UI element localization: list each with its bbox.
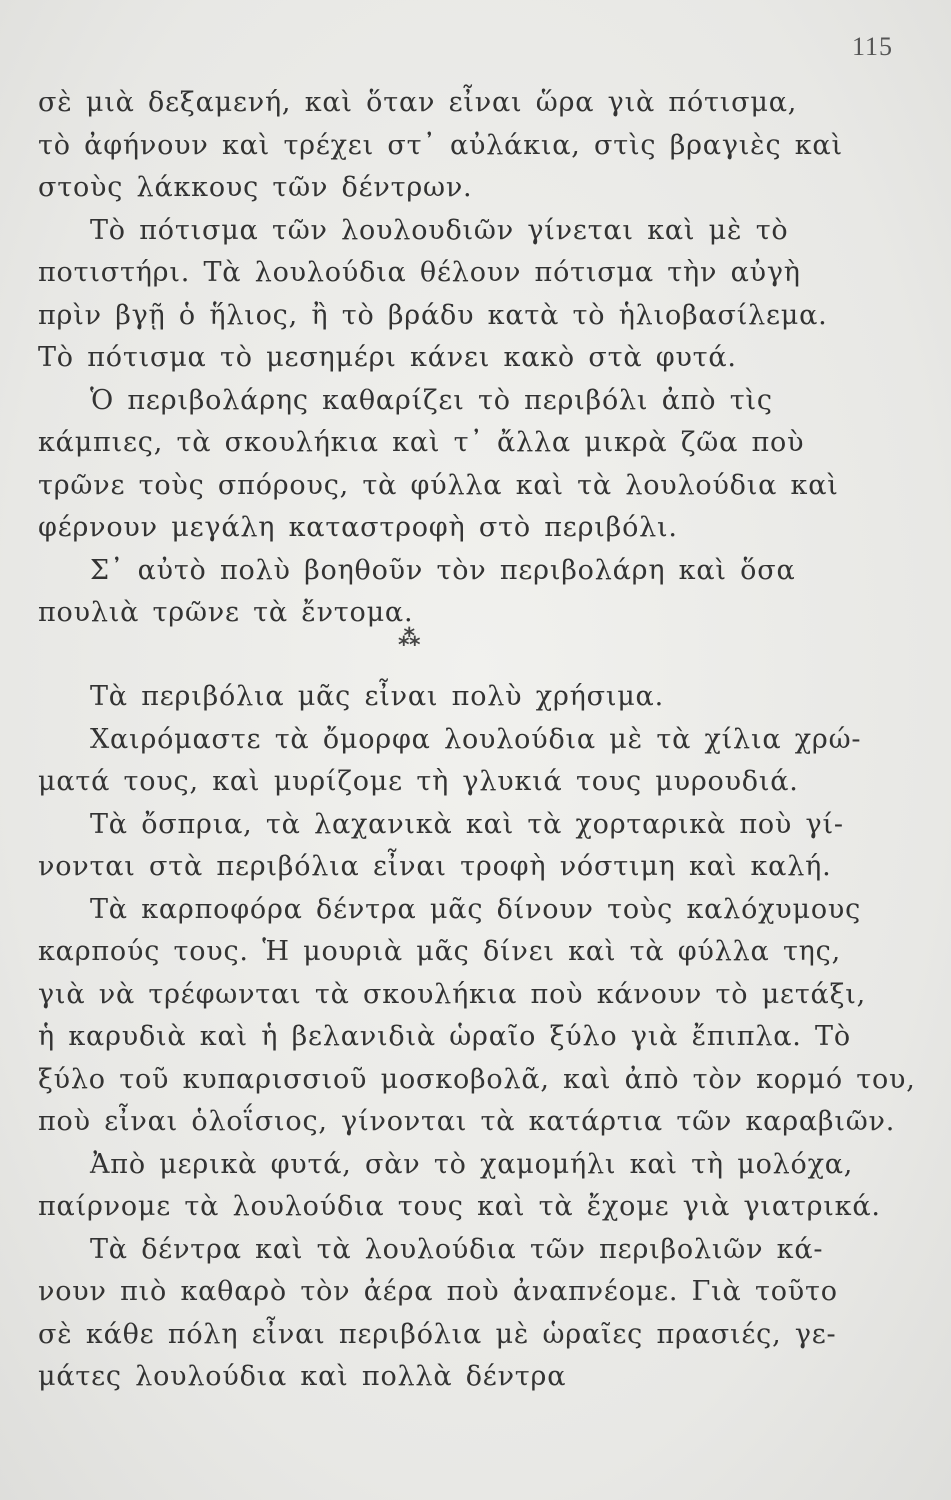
text-line: καρπούς τους. Ἡ μουριὰ μᾶς δίνει καὶ τὰ φύλλα της,	[38, 936, 841, 967]
text-line: τὸ ἀφήνουν καὶ τρέχει στ᾽ αὐλάκια, στὶς βραγιὲς καὶ	[38, 129, 843, 161]
text-line: ποὺ εἶναι ὁλοΐσιος, γίνονται τὰ κατάρτια τῶν καραβιῶν.	[38, 1106, 896, 1137]
text-line: Τὰ ὄσπρια, τὰ λαχανικὰ καὶ τὰ χορταρικὰ ποὺ γί-	[90, 808, 844, 840]
text-line: ἡ καρυδιὰ καὶ ἡ βελανιδιὰ ὡραῖο ξύλο γιὰ ἔπιπλα. Τὸ	[38, 1021, 851, 1052]
text-line: Τὸ πότισμα τὸ μεσημέρι κάνει κακὸ στὰ φυτά.	[38, 342, 737, 373]
text-line: ματά τους, καὶ μυρίζομε τὴ γλυκιά τους μυρουδιά.	[38, 766, 799, 797]
text-line: κάμπιες, τὰ σκουλήκια καὶ τ᾽ ἄλλα μικρὰ ζῶα ποὺ	[38, 427, 805, 458]
text-line: Τὰ περιβόλια μᾶς εἶναι πολὺ χρήσιμα.	[90, 681, 664, 712]
text-section-2	[38, 676, 916, 1399]
section-separator: ⁂	[398, 626, 421, 651]
text-line: νουν πιὸ καθαρὸ τὸν ἀέρα ποὺ ἀναπνέομε. Γιὰ τοῦτο	[38, 1276, 838, 1307]
text-line: Τὰ δέντρα καὶ τὰ λουλούδια τῶν περιβολιῶν κά-	[90, 1233, 824, 1265]
text-line: φέρνουν μεγάλη καταστροφὴ στὸ περιβόλι.	[38, 512, 678, 543]
text-section-1	[38, 82, 843, 635]
text-line: Τὰ καρποφόρα δέντρα μᾶς δίνουν τοὺς καλόχυμους	[90, 893, 862, 925]
text-line: Ἀπὸ μερικὰ φυτά, σὰν τὸ χαμομήλι καὶ τὴ μολόχα,	[90, 1148, 854, 1180]
text-line: ποτιστήρι. Τὰ λουλούδια θέλουν πότισμα τὴν αὐγὴ	[38, 257, 801, 288]
text-line: γιὰ νὰ τρέφωνται τὰ σκουλήκια ποὺ κάνουν τὸ μετάξι,	[38, 978, 867, 1010]
text-line: σὲ μιὰ δεξαμενή, καὶ ὅταν εἶναι ὥρα γιὰ πότισμα,	[38, 87, 798, 118]
text-line: πουλιὰ τρῶνε τὰ ἔντομα.	[38, 597, 414, 628]
text-line: στοὺς λάκκους τῶν δέντρων.	[38, 172, 473, 203]
text-line: Χαιρόμαστε τὰ ὄμορφα λουλούδια μὲ τὰ χίλια χρώ-	[90, 723, 862, 755]
text-line: μάτες λουλούδια καὶ πολλὰ δέντρα	[38, 1361, 567, 1392]
text-line: πρὶν βγῇ ὁ ἥλιος, ἢ τὸ βράδυ κατὰ τὸ ἡλιοβασίλεμα.	[38, 299, 828, 331]
text-line: Τὸ πότισμα τῶν λουλουδιῶν γίνεται καὶ μὲ τὸ	[90, 214, 789, 246]
text-line: παίρνομε τὰ λουλούδια τους καὶ τὰ ἔχομε γιὰ γιατρικά.	[38, 1191, 881, 1222]
text-line: ξύλο τοῦ κυπαρισσιοῦ μοσκοβολᾶ, καὶ ἀπὸ τὸν κορμό του,	[38, 1063, 916, 1095]
page-number: 115	[851, 32, 893, 61]
text-line: νονται στὰ περιβόλια εἶναι τροφὴ νόστιμη καὶ καλή.	[38, 851, 832, 882]
text-line: σὲ κάθε πόλη εἶναι περιβόλια μὲ ὡραῖες πρασιές, γε-	[38, 1318, 837, 1350]
text-line: Ὁ περιβολάρης καθαρίζει τὸ περιβόλι ἀπὸ τὶς	[90, 384, 773, 416]
text-line: Σ᾽ αὐτὸ πολὺ βοηθοῦν τὸν περιβολάρη καὶ ὅσα	[90, 554, 796, 586]
text-line: τρῶνε τοὺς σπόρους, τὰ φύλλα καὶ τὰ λουλούδια καὶ	[38, 469, 839, 501]
